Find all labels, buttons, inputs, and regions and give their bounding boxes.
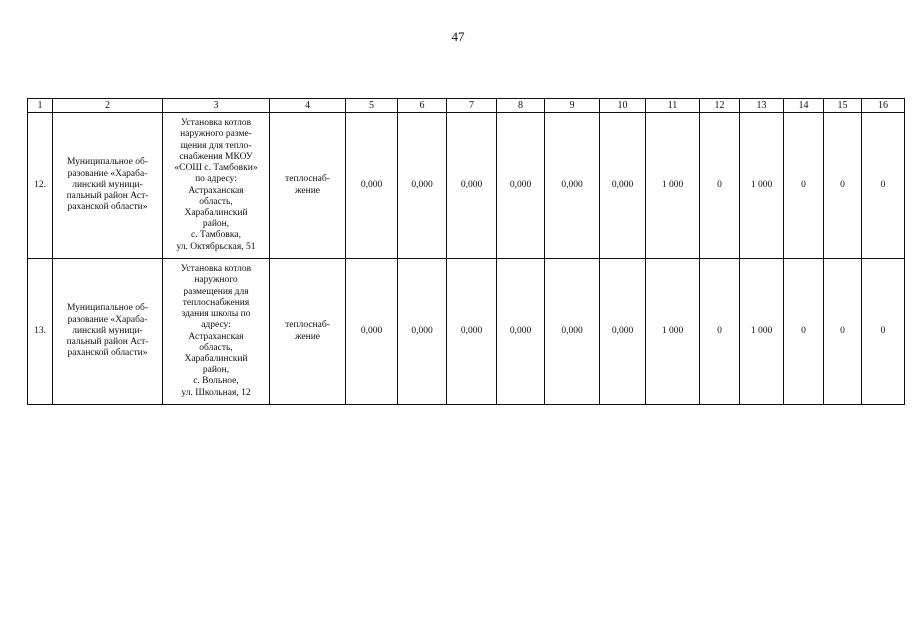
- header-cell: 9: [545, 99, 600, 113]
- table-row: [28, 259, 905, 405]
- header-cell: 10: [600, 99, 646, 113]
- header-cell: 13: [740, 99, 784, 113]
- description-line: Астраханская: [188, 331, 244, 342]
- table-row: [28, 113, 905, 259]
- description-line: размещения для: [183, 286, 249, 297]
- description-line: по адресу:: [195, 174, 237, 185]
- header-cell: 1: [28, 99, 53, 113]
- header-cell: 14: [784, 99, 824, 113]
- description-line: ул. Школьная, 12: [181, 387, 251, 398]
- description-line: Установка котлов: [180, 264, 252, 275]
- organization-line: Муниципальное об-: [66, 157, 149, 168]
- header-cell: 5: [346, 99, 398, 113]
- value-cell: 1 000: [740, 113, 784, 259]
- value-cell: 0: [862, 259, 905, 405]
- description-cell: [163, 259, 270, 405]
- type-cell: [270, 113, 346, 259]
- value-cell: 0: [700, 259, 740, 405]
- row-number: 13.: [28, 259, 53, 405]
- value-cell: 0,000: [497, 259, 545, 405]
- description-line: область,: [199, 196, 233, 207]
- header-cell: 15: [824, 99, 862, 113]
- description-line: «СОШ с. Тамбовки»: [174, 163, 258, 174]
- value-cell: 1 000: [646, 259, 700, 405]
- value-cell: 0,000: [600, 113, 646, 259]
- value-cell: 0,000: [346, 113, 398, 259]
- row-number: 12.: [28, 113, 53, 259]
- value-cell: 1 000: [646, 113, 700, 259]
- page-number: 47: [451, 29, 465, 44]
- description-line: адресу:: [201, 320, 231, 331]
- value-cell: 0: [862, 113, 905, 259]
- description-line: район,: [202, 365, 230, 376]
- header-cell: 2: [53, 99, 163, 113]
- organization-line: раханской области»: [67, 348, 148, 359]
- header-cell: 3: [163, 99, 270, 113]
- value-cell: 0,000: [545, 259, 600, 405]
- description-cell: [163, 113, 270, 259]
- organization-line: пальный район Аст-: [66, 337, 149, 348]
- description-line: снабжения МКОУ: [179, 151, 253, 162]
- organization-line: разование «Хараба-: [67, 314, 148, 325]
- description-line: ул. Октябрьская, 51: [176, 241, 256, 252]
- value-cell: 0: [824, 113, 862, 259]
- type-line: теплоснаб-: [285, 174, 330, 185]
- data-table: [27, 98, 905, 405]
- organization-line: пальный район Аст-: [66, 191, 149, 202]
- header-cell: 12: [700, 99, 740, 113]
- description-line: с. Вольное,: [193, 376, 239, 387]
- value-cell: 0: [700, 113, 740, 259]
- description-line: район,: [202, 219, 230, 230]
- type-cell: [270, 259, 346, 405]
- value-cell: 0,000: [545, 113, 600, 259]
- value-cell: 0,000: [447, 259, 497, 405]
- description-line: с. Тамбовка,: [191, 230, 241, 241]
- value-cell: 0,000: [398, 259, 447, 405]
- description-line: Астраханская: [188, 185, 244, 196]
- description-line: Установка котлов: [180, 118, 252, 129]
- value-cell: 0,000: [398, 113, 447, 259]
- description-line: Харабалинский: [184, 353, 248, 364]
- value-cell: 0,000: [600, 259, 646, 405]
- header-cell: 6: [398, 99, 447, 113]
- header-cell: 7: [447, 99, 497, 113]
- description-line: Харабалинский: [184, 207, 248, 218]
- value-cell: 0: [824, 259, 862, 405]
- organization-line: разование «Хараба-: [67, 168, 148, 179]
- description-line: щения для тепло-: [180, 140, 252, 151]
- description-line: теплоснабжения: [182, 297, 250, 308]
- value-cell: 0,000: [447, 113, 497, 259]
- type-line: теплоснаб-: [285, 320, 330, 331]
- organization-line: раханской области»: [67, 202, 148, 213]
- value-cell: 0,000: [497, 113, 545, 259]
- type-line: жение: [294, 331, 321, 342]
- value-cell: 0,000: [346, 259, 398, 405]
- value-cell: 1 000: [740, 259, 784, 405]
- header-cell: 11: [646, 99, 700, 113]
- organization-cell: [53, 259, 163, 405]
- header-row: [28, 99, 905, 113]
- header-cell: 4: [270, 99, 346, 113]
- organization-cell: [53, 113, 163, 259]
- description-line: наружного: [194, 275, 238, 286]
- description-line: область,: [199, 342, 233, 353]
- description-line: наружного разме-: [180, 129, 252, 140]
- header-cell: 8: [497, 99, 545, 113]
- type-line: жение: [294, 185, 321, 196]
- header-cell: 16: [862, 99, 905, 113]
- description-line: здания школы по: [181, 309, 251, 320]
- organization-line: Муниципальное об-: [66, 303, 149, 314]
- value-cell: 0: [784, 259, 824, 405]
- value-cell: 0: [784, 113, 824, 259]
- organization-line: линский муници-: [72, 179, 143, 190]
- organization-line: линский муници-: [72, 325, 143, 336]
